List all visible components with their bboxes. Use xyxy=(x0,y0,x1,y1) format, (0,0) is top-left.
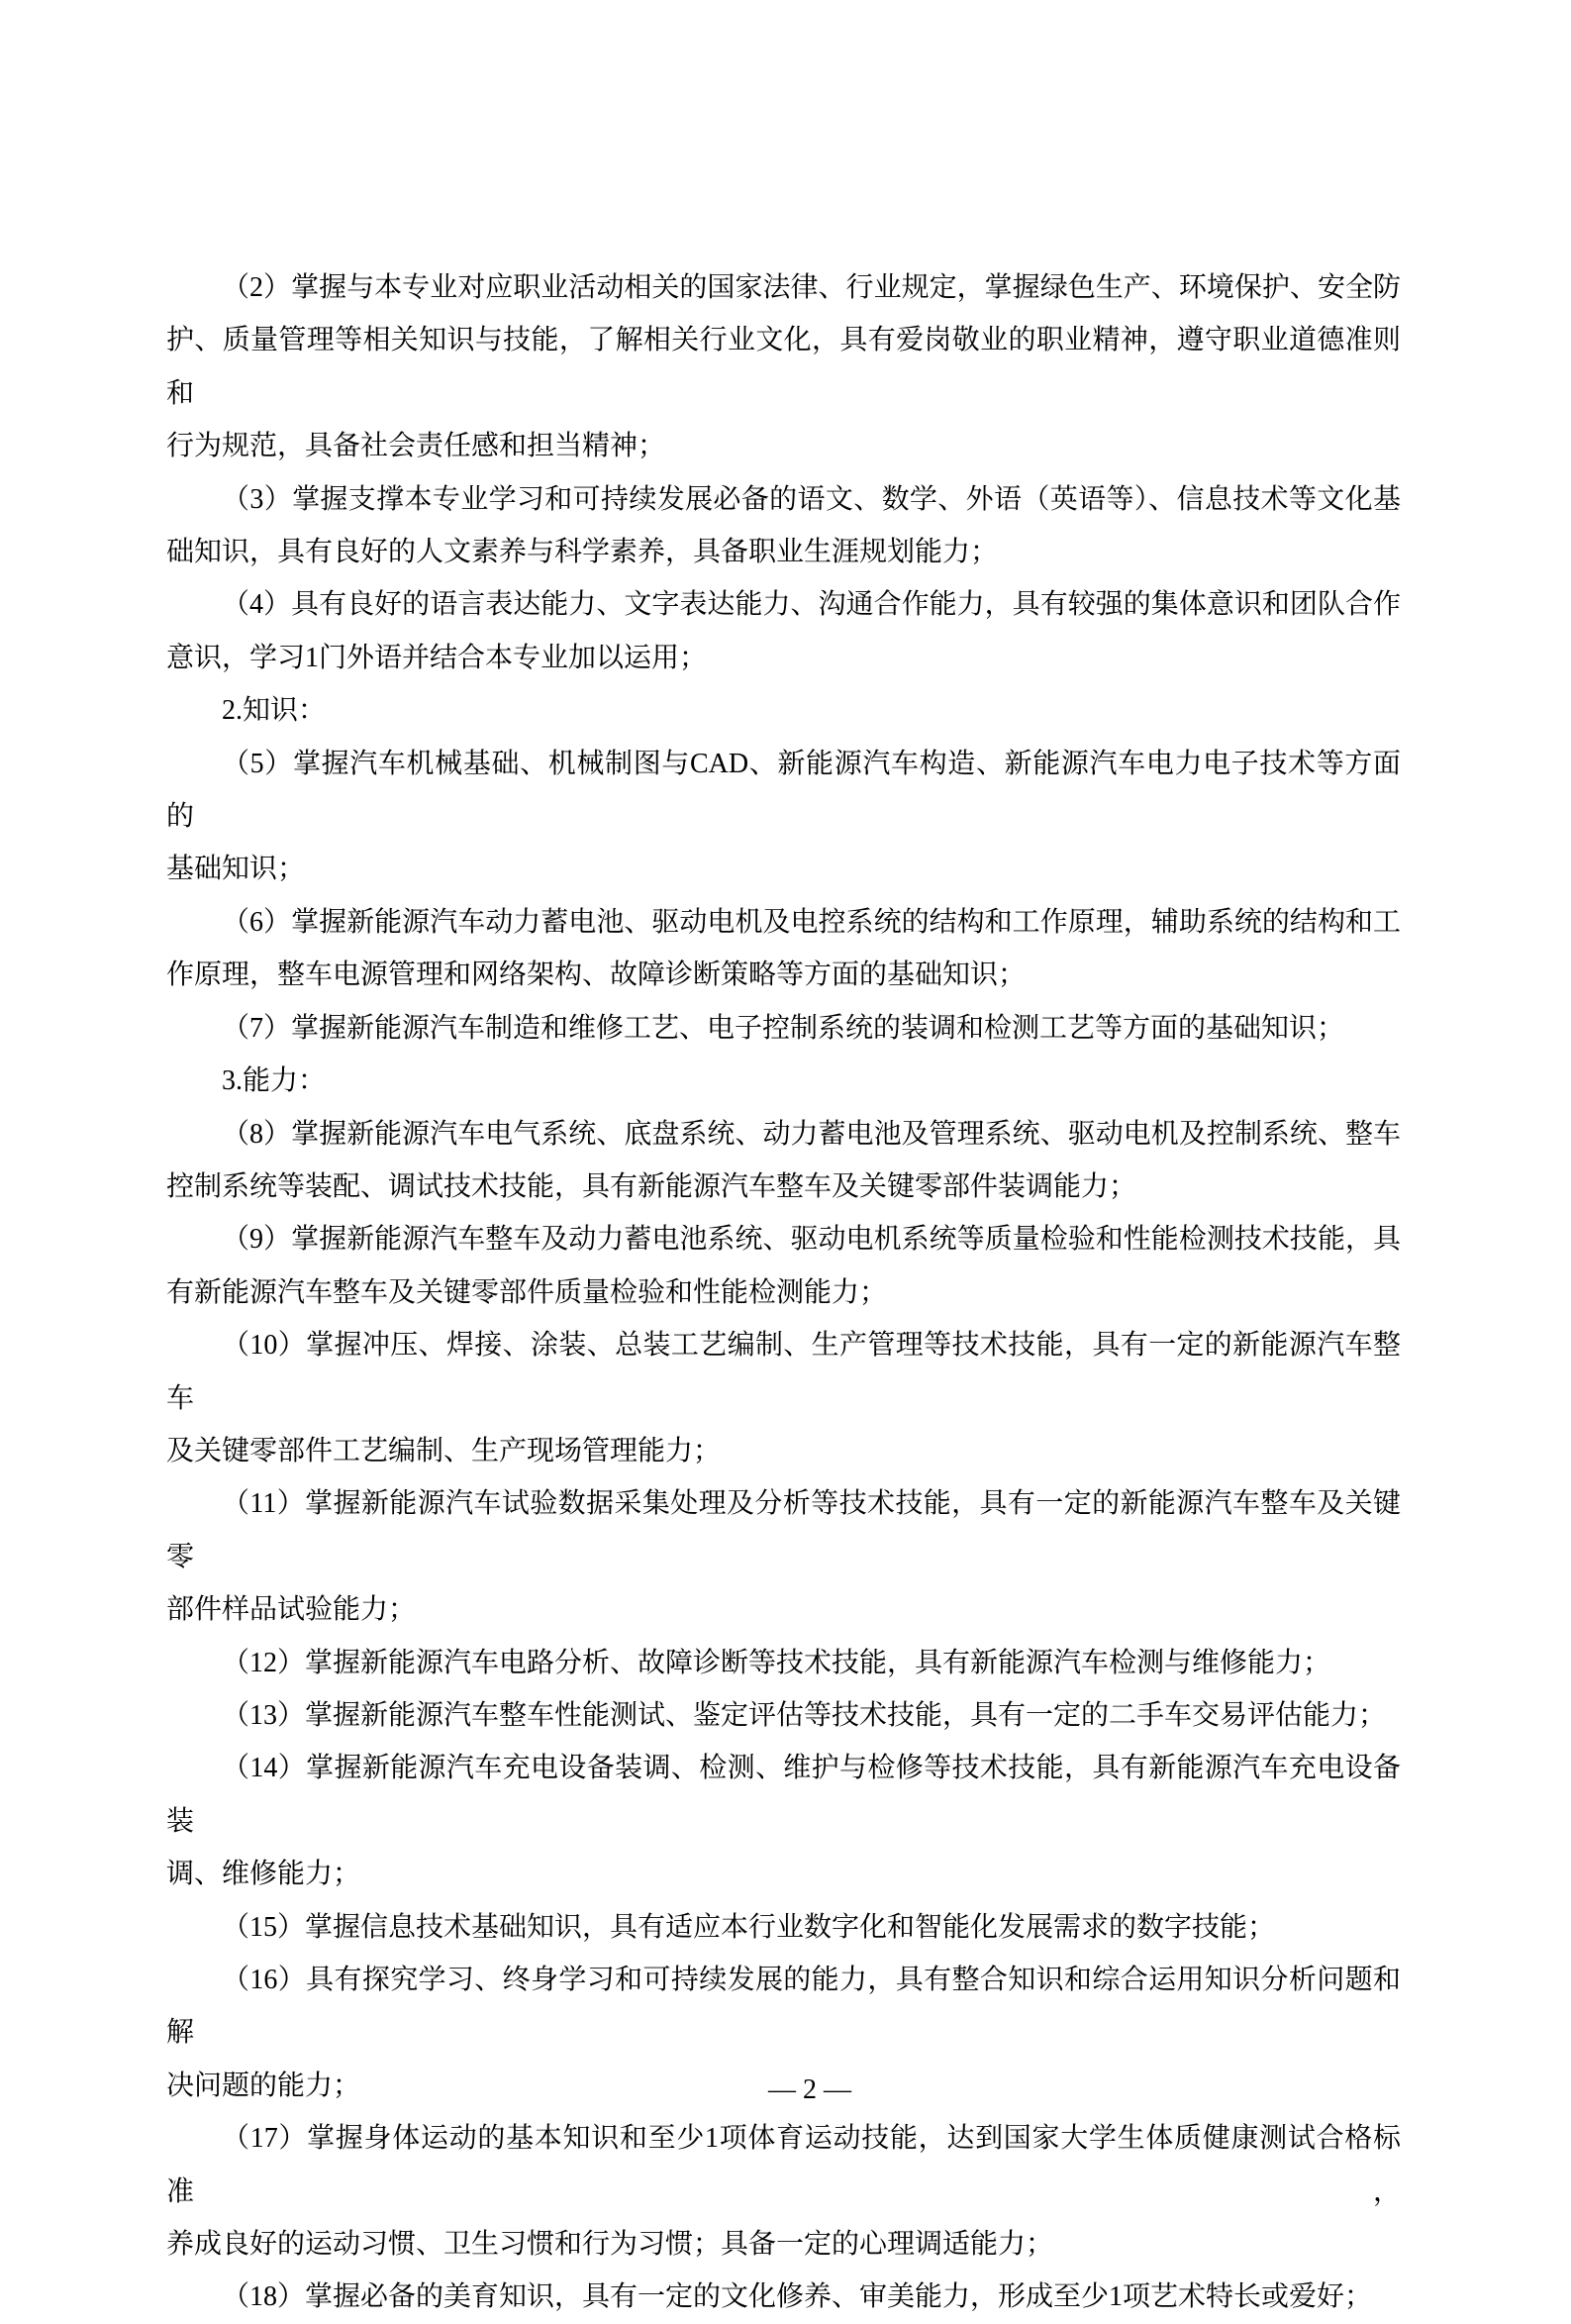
paragraph-item-18 xyxy=(166,2271,1401,2323)
paragraph-item-4 xyxy=(166,578,1401,684)
text-line: （18）掌握必备的美育知识，具有一定的文化修养、审美能力，形成至少1项艺术特长或爱好； xyxy=(222,2281,1373,2313)
text-line: 作原理，整车电源管理和网络架构、故障诊断策略等方面的基础知识； xyxy=(166,960,1027,991)
page-number: — 2 — xyxy=(768,2074,851,2105)
paragraph-item-9 xyxy=(166,1213,1401,1319)
text-line: （3）掌握支撑本专业学习和可持续发展必备的语文、数学、外语（英语等）、信息技术等文化基 xyxy=(222,483,1401,515)
text-line: （15）掌握信息技术基础知识，具有适应本行业数字化和智能化发展需求的数字技能； xyxy=(222,1911,1276,1943)
text-line: （8）掌握新能源汽车电气系统、底盘系统、动力蓄电池及管理系统、驱动电机及控制系统、整车 xyxy=(222,1118,1401,1150)
text-line: 基础知识； xyxy=(166,854,306,885)
text-line: 意识，学习1门外语并结合本专业加以运用； xyxy=(166,642,708,673)
paragraph-item-3 xyxy=(166,473,1401,579)
text-line: （5）掌握汽车机械基础、机械制图与CAD、新能源汽车构造、新能源汽车电力电子技术等方面的 xyxy=(166,748,1401,833)
text-line: （12）掌握新能源汽车电路分析、故障诊断等技术技能，具有新能源汽车检测与维修能力； xyxy=(222,1647,1331,1678)
page-footer xyxy=(768,2073,851,2107)
paragraph-item-5 xyxy=(166,738,1401,896)
text-line: （10）掌握冲压、焊接、涂装、总装工艺编制、生产管理等技术技能，具有一定的新能源汽车整车 xyxy=(166,1330,1401,1414)
document-body xyxy=(166,261,1401,2324)
paragraph-item-10 xyxy=(166,1319,1401,1477)
text-line: 有新能源汽车整车及关键零部件质量检验和性能检测能力； xyxy=(166,1276,888,1308)
paragraph-section-heading-knowledge xyxy=(166,684,1401,737)
text-line: 护、质量管理等相关知识与技能，了解相关行业文化，具有爱岗敬业的职业精神，遵守职业道德准则和 xyxy=(166,325,1401,409)
text-line: （16）具有探究学习、终身学习和可持续发展的能力，具有整合知识和综合运用知识分析问题和解 xyxy=(166,1965,1401,2049)
text-line: （6）掌握新能源汽车动力蓄电池、驱动电机及电控系统的结构和工作原理，辅助系统的结构和工 xyxy=(222,906,1401,938)
text-line: 部件样品试验能力； xyxy=(166,1594,417,1626)
paragraph-item-11 xyxy=(166,1477,1401,1636)
text-line: 控制系统等装配、调试技术技能，具有新能源汽车整车及关键零部件装调能力； xyxy=(166,1170,1137,1202)
paragraph-item-15 xyxy=(166,1901,1401,1954)
text-line: （7）掌握新能源汽车制造和维修工艺、电子控制系统的装调和检测工艺等方面的基础知识； xyxy=(222,1012,1345,1044)
paragraph-item-13 xyxy=(166,1689,1401,1742)
text-line: （14）掌握新能源汽车充电设备装调、检测、维护与检修等技术技能，具有新能源汽车充电设备装 xyxy=(166,1753,1401,1837)
text-line: （11）掌握新能源汽车试验数据采集处理及分析等技术技能，具有一定的新能源汽车整车及关键零 xyxy=(166,1488,1401,1572)
paragraph-item-6 xyxy=(166,896,1401,1002)
paragraph-item-8 xyxy=(166,1108,1401,1214)
text-line: 调、维修能力； xyxy=(166,1859,361,1890)
text-line: 决问题的能力； xyxy=(166,2070,361,2101)
paragraph-item-14 xyxy=(166,1742,1401,1900)
text-line: 3.能力： xyxy=(222,1065,327,1097)
paragraph-item-12 xyxy=(166,1637,1401,1689)
text-line: 养成良好的运动习惯、卫生习惯和行为习惯；具备一定的心理调适能力； xyxy=(166,2229,1054,2261)
text-line: 2.知识： xyxy=(222,695,327,727)
paragraph-item-7 xyxy=(166,1002,1401,1055)
text-line: （17）掌握身体运动的基本知识和至少1项体育运动技能，达到国家大学生体质健康测试合格标准， xyxy=(166,2123,1401,2207)
paragraph-section-heading-ability xyxy=(166,1055,1401,1107)
paragraph-item-2 xyxy=(166,261,1401,473)
text-line: （4）具有良好的语言表达能力、文字表达能力、沟通合作能力，具有较强的集体意识和团队合作 xyxy=(222,589,1401,621)
text-line: （9）掌握新能源汽车整车及动力蓄电池系统、驱动电机系统等质量检验和性能检测技术技能，具 xyxy=(222,1224,1401,1256)
text-line: 及关键零部件工艺编制、生产现场管理能力； xyxy=(166,1435,722,1466)
text-line: （2）掌握与本专业对应职业活动相关的国家法律、行业规定，掌握绿色生产、环境保护、安全防 xyxy=(222,272,1401,303)
paragraph-item-17 xyxy=(166,2112,1401,2271)
text-line: 础知识，具有良好的人文素养与科学素养，具备职业生涯规划能力； xyxy=(166,537,999,568)
text-line: （13）掌握新能源汽车整车性能测试、鉴定评估等技术技能，具有一定的二手车交易评估能力； xyxy=(222,1699,1387,1731)
text-line: 行为规范，具备社会责任感和担当精神； xyxy=(166,431,666,462)
